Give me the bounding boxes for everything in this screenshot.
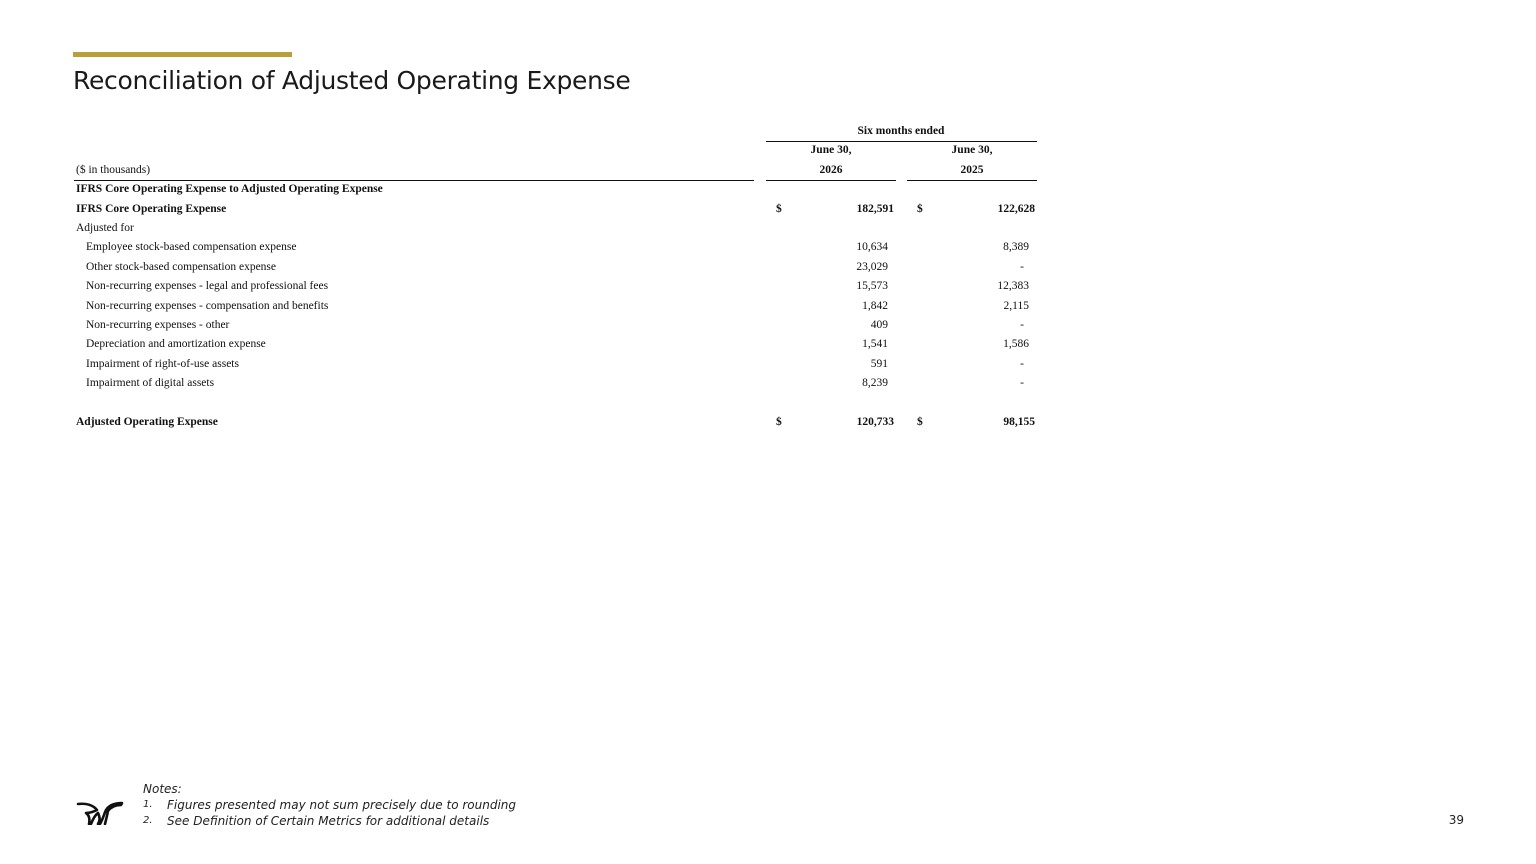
reconciliation-table: [74, 122, 1038, 432]
table-spacer: [74, 393, 1038, 412]
table-row: [74, 335, 1038, 354]
table-row: [74, 374, 1038, 393]
footnote-text: Figures presented may not sum precisely due to rounding: [167, 798, 517, 812]
company-logo-icon: [76, 799, 124, 825]
units-label: ($ in thousands): [76, 163, 151, 176]
value-2025: 2,115: [1003, 299, 1029, 312]
table-header-year-row: [74, 161, 1038, 180]
footnote-number: 2.: [143, 815, 153, 826]
footnote-number: 1.: [143, 799, 153, 810]
adjusted-for-row: [74, 219, 1038, 238]
value-2026: 8,239: [862, 377, 888, 390]
value-2026: 1,541: [862, 338, 888, 351]
column-1-date: June 30,: [810, 144, 852, 157]
column-1-year: 2026: [819, 163, 843, 176]
title-accent-bar: [73, 52, 292, 57]
value-2025: 8,389: [1003, 241, 1029, 254]
currency-symbol: $: [776, 415, 782, 428]
value-2026: 182,591: [856, 202, 894, 215]
footnote-item: [143, 813, 516, 829]
row-label: Other stock-based compensation expense: [86, 260, 277, 273]
currency-symbol: $: [776, 202, 782, 215]
row-label: Adjusted Operating Expense: [76, 415, 218, 428]
value-2026: 591: [870, 357, 888, 370]
value-2026: 23,029: [856, 260, 888, 273]
value-2025: -: [1020, 357, 1024, 370]
row-label: Non-recurring expenses - compensation and benefits: [86, 299, 329, 312]
row-label: Depreciation and amortization expense: [86, 338, 266, 351]
table-row: [74, 297, 1038, 316]
value-2025: -: [1020, 377, 1024, 390]
table-row: [74, 238, 1038, 257]
notes-heading: Notes:: [143, 782, 182, 796]
row-label: IFRS Core Operating Expense: [76, 202, 227, 215]
table-row: [74, 277, 1038, 296]
table-header-period-row: [74, 122, 1038, 141]
value-2026: 10,634: [856, 241, 888, 254]
column-2-year: 2025: [960, 163, 984, 176]
value-2025: -: [1020, 318, 1024, 331]
table-row: [74, 316, 1038, 335]
table-row-start: [74, 200, 1038, 219]
table-row: [74, 258, 1038, 277]
row-label: Non-recurring expenses - other: [86, 318, 230, 331]
page-number: 39: [1448, 813, 1464, 827]
row-label: Employee stock-based compensation expense: [86, 241, 297, 254]
currency-symbol: $: [917, 202, 923, 215]
footnote-item: [143, 797, 516, 813]
table-row-total: [74, 413, 1038, 432]
value-2026: 1,842: [862, 299, 888, 312]
row-label: Impairment of digital assets: [86, 377, 215, 390]
footnotes: [143, 781, 516, 829]
value-2025: 122,628: [997, 202, 1035, 215]
value-2026: 409: [870, 318, 888, 331]
adjusted-for-label: Adjusted for: [76, 221, 134, 234]
table-header-date-row: [74, 141, 1038, 160]
value-2025: 98,155: [1003, 415, 1035, 428]
value-2026: 15,573: [856, 280, 888, 293]
period-header: Six months ended: [857, 125, 945, 137]
table-row: [74, 355, 1038, 374]
value-2025: 12,383: [997, 280, 1029, 293]
footnote-text: See Definition of Certain Metrics for additional details: [167, 814, 490, 828]
row-label: Non-recurring expenses - legal and professional fees: [86, 280, 329, 293]
value-2025: -: [1020, 260, 1024, 273]
column-2-date: June 30,: [951, 144, 993, 157]
value-2025: 1,586: [1003, 338, 1029, 351]
section-header: IFRS Core Operating Expense to Adjusted Operating Expense: [76, 183, 383, 196]
section-header-row: [74, 180, 1038, 199]
value-2026: 120,733: [856, 415, 894, 428]
currency-symbol: $: [917, 415, 923, 428]
row-label: Impairment of right-of-use assets: [86, 357, 239, 370]
page-title: Reconciliation of Adjusted Operating Expense: [73, 66, 631, 95]
